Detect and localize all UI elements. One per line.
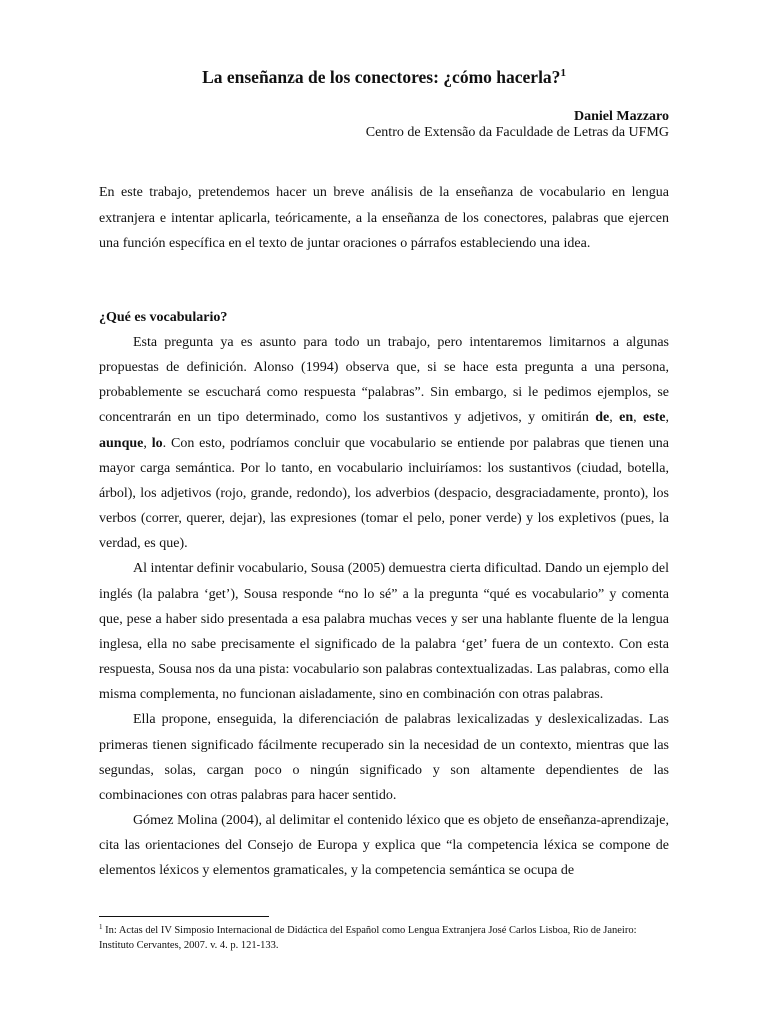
paragraph: Gómez Molina (2004), al delimitar el contenido léxico que es objeto de enseñanza-aprendizaje, cita las orientaciones del Consejo de Europa y explica que “la competencia léxica se compone de elementos léxicos y elementos gramaticales, y la competencia semántica se ocupa de bbox=[99, 812, 669, 879]
author-affiliation: Centro de Extensão da Faculdade de Letras da UFMG bbox=[365, 125, 669, 140]
bold-term: lo bbox=[151, 435, 163, 451]
bold-term: este bbox=[642, 410, 666, 426]
footnote-text: In: Actas del IV Simposio Internacional de Didáctica del Español como Lengua Extranjera José Carlos Lisboa, Rio de Janeiro: Instituto Cervantes, 2007. v. 4. p. 121-133. bbox=[99, 925, 637, 951]
paragraph: Al intentar definir vocabulario, Sousa (2005) demuestra cierta dificultad. Dando un ejemplo del inglés (la palabra ‘get’), Sousa responde “no lo sé” a la pregunta “qué es vocabulario” y comenta que, pese a haber sido presentada a esa palabra muchas veces y ser una hablante fluente de la lengua inglesa, ella no sabe precisamente el significado de la palabra ‘get’ fuera de un contexto. Con esta respuesta, Sousa nos da una pista: vocabulario son palabras contextualizadas. Las palabras, como ella misma complementa, no funcionan aisladamente, sino en combinación con otras palabras. bbox=[99, 561, 669, 703]
author-name: Daniel Mazzaro bbox=[574, 109, 669, 124]
bold-term: de bbox=[595, 410, 610, 426]
section-body bbox=[99, 330, 669, 883]
paragraph: Ella propone, enseguida, la diferenciación de palabras lexicalizadas y deslexicalizadas. Las primeras tienen significado fácilmente recuperado sin la necesidad de un contexto, mientras que las segundas, solas, cargan poco o ningún significado y son altamente dependientes de las combinaciones con otras palabras para hacer sentido. bbox=[99, 712, 669, 803]
paragraph: Esta pregunta ya es asunto para todo un trabajo, pero intentaremos limitarnos a algunas propuestas de definición. Alonso (1994) observa que, si se hace esta pregunta a una persona, probablemente se escuchará como respuesta “palabras”. Sin embargo, si le pedimos ejemplos, se concentrarán en un tipo determinado, como los sustantivos y adjetivos, y omitirán de, en, este, aunque, lo. Con esto, podríamos concluir que vocabulario se entiende por palabras que tienen una mayor carga semántica. Por lo tanto, en vocabulario incluiríamos: los sustantivos (ciudad, botella, árbol), los adjetivos (rojo, grande, redondo), los adverbios (despacio, desgraciadamente, pronto), los verbos (correr, querer, dejar), las expresiones (tomar el pelo, poner verde) y los expletivos (pues, la verdad, es que). bbox=[99, 335, 670, 552]
abstract: En este trabajo, pretendemos hacer un breve análisis de la enseñanza de vocabulario en lengua extranjera e intentar aplicarla, teóricamente, a la enseñanza de los conectores, palabras que ejercen una función específica en el texto de juntar oraciones o párrafos estableciendo una idea. bbox=[99, 185, 669, 251]
footnote bbox=[99, 923, 669, 953]
paper-title bbox=[99, 66, 669, 88]
footnote-mark: 1 bbox=[99, 923, 103, 931]
bold-term: en bbox=[619, 410, 634, 426]
section-heading: ¿Qué es vocabulario? bbox=[99, 310, 228, 325]
footnote-divider bbox=[99, 916, 269, 917]
bold-term: aunque bbox=[99, 435, 144, 451]
title-text: La enseñanza de los conectores: ¿cómo hacerla? bbox=[202, 67, 561, 87]
title-footnote-mark: 1 bbox=[560, 67, 566, 79]
